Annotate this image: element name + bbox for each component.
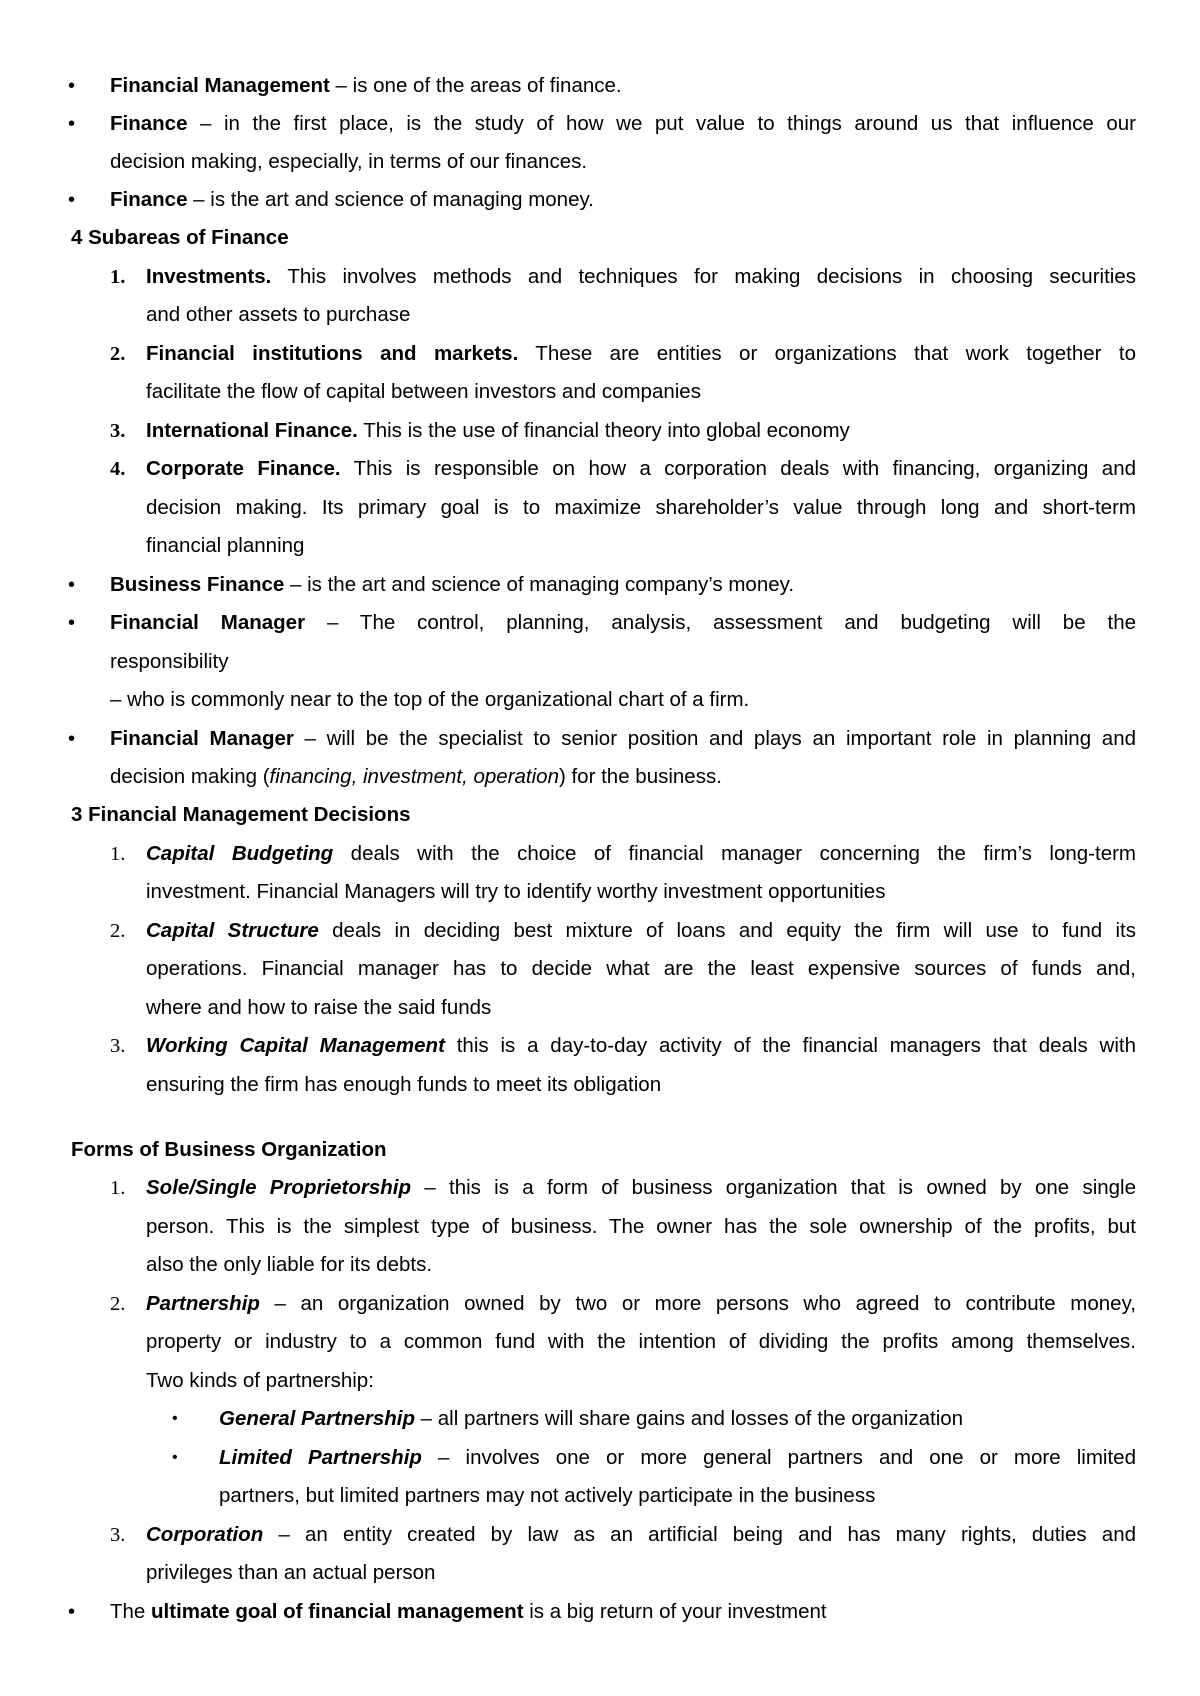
definition: this is a day-to-day activity of the financial managers that deals with [444,1034,1136,1057]
text-suffix: is a big return of your investment [523,1600,827,1623]
definition: – is one of the areas of finance. [329,74,622,97]
term: Capital Budgeting [146,842,334,865]
text-line [0,1067,1200,1103]
definition-continued: financial planning [146,534,305,557]
definition-continued: facilitate the flow of capital between investors and companies [146,380,701,403]
bullet-marker: • [68,113,76,135]
heading-text: 4 Subareas of Finance [71,226,289,249]
item-number: 3. [110,420,126,442]
term: Finance [110,188,188,211]
definition: – is the art and science of managing company’s money. [284,573,795,596]
text-line [0,1209,1200,1245]
term: Financial Management [110,74,330,97]
definition: – is the art and science of managing money. [187,188,594,211]
partnership-type-item [0,1440,1200,1476]
term: ultimate goal of financial management [151,1600,524,1623]
text-line [0,490,1200,526]
term: General Partnership [219,1407,415,1430]
term: Finance [110,112,188,135]
text-line [0,1324,1200,1360]
bullet-financial-manager-2 [0,721,1200,757]
bullet-business-finance [0,567,1200,603]
text-line [0,644,1200,680]
text-prefix: The [110,1600,152,1623]
heading-text: Forms of Business Organization [71,1138,387,1161]
bullet-marker: • [68,75,76,97]
partnership-type-item [0,1401,1200,1437]
definition-continued: property or industry to a common fund with the intention of dividing the profits among themselves. [146,1330,1136,1353]
item-number: 3. [110,1035,126,1057]
definition-continued: investment. Financial Managers will try to identify worthy investment opportunities [146,880,886,903]
definition-continued: decision making ( [110,765,270,788]
definition-continued: decision making. Its primary goal is to maximize shareholder’s value through long and short-term [146,496,1136,519]
text-line [0,374,1200,410]
item-number: 1. [110,1177,126,1199]
text-line [0,874,1200,910]
definition-continued: ensuring the firm has enough funds to meet its obligation [146,1073,662,1096]
term: Financial Manager [110,611,306,634]
definition: – an organization owned by two or more persons who agreed to contribute money, [259,1292,1136,1315]
subarea-item [0,259,1200,295]
bullet-financial-manager-1 [0,605,1200,641]
term: Business Finance [110,573,285,596]
term: Working Capital Management [146,1034,445,1057]
definition: – an entity created by law as an artificial being and has many rights, duties and [263,1523,1136,1546]
term: Investments. [146,265,272,288]
definition: deals with the choice of financial manager concerning the firm’s long-term [333,842,1136,865]
text-line [0,951,1200,987]
text-line [0,1363,1200,1399]
text-line [0,990,1200,1026]
text-line [0,1247,1200,1283]
bullet-marker: • [68,1601,76,1623]
definition-continued: decision making, especially, in terms of our finances. [110,150,588,173]
item-number: 4. [110,458,126,480]
term: Corporate Finance. [146,457,341,480]
text-line [0,682,1200,718]
bullet-marker: • [68,189,76,211]
text-line [0,1555,1200,1591]
definition-continued: responsibility [110,650,229,673]
term: Partnership [146,1292,260,1315]
definition-continued: and other assets to purchase [146,303,411,326]
term: Sole/Single Proprietorship [146,1176,412,1199]
subarea-item [0,451,1200,487]
definition: – involves one or more general partners and one or more limited [421,1446,1136,1469]
definition: – this is a form of business organization that is owned by one single [411,1176,1136,1199]
definition-continued: where and how to raise the said funds [146,996,492,1019]
form-item [0,1517,1200,1553]
term: International Finance. [146,419,358,442]
form-item [0,1286,1200,1322]
definition-continued: – who is commonly near to the top of the organizational chart of a firm. [110,688,750,711]
section-heading-decisions [0,797,1200,833]
decision-item [0,1028,1200,1064]
definition-continued: privileges than an actual person [146,1561,436,1584]
term: Capital Structure [146,919,319,942]
item-number: 1. [110,266,126,288]
heading-text: 3 Financial Management Decisions [71,803,411,826]
section-heading-forms [0,1132,1200,1168]
item-number: 2. [110,343,126,365]
definition: This is the use of financial theory into global economy [357,419,850,442]
text-line [0,528,1200,564]
bullet-marker: • [68,574,76,596]
bullet-finance-1 [0,106,1200,142]
bullet-financial-management [0,68,1200,104]
text-line [0,297,1200,333]
definition: – will be the specialist to senior position and plays an important role in planning and [293,727,1136,750]
definition: – all partners will share gains and losses of the organization [414,1407,964,1430]
form-item [0,1170,1200,1206]
section-heading-subareas [0,220,1200,256]
definition: These are entities or organizations that work together to [518,342,1136,365]
bullet-marker: • [172,1410,178,1427]
subarea-item [0,413,1200,449]
definition-continued: Two kinds of partnership: [146,1369,374,1392]
term: Financial institutions and markets. [146,342,519,365]
item-number: 1. [110,843,126,865]
bullet-marker: • [68,612,76,634]
decision-item [0,836,1200,872]
definition-continued: operations. Financial manager has to decide what are the least expensive sources of funds and, [146,957,1136,980]
bullet-marker: • [172,1449,178,1466]
definition: This involves methods and techniques for making decisions in choosing securities [271,265,1136,288]
item-number: 2. [110,920,126,942]
decision-item [0,913,1200,949]
definition: This is responsible on how a corporation deals with financing, organizing and [340,457,1136,480]
term: Corporation [146,1523,264,1546]
term: Financial Manager [110,727,294,750]
definition: deals in deciding best mixture of loans and equity the firm will use to fund its [318,919,1136,942]
definition-continued: person. This is the simplest type of business. The owner has the sole ownership of the profits, but [146,1215,1136,1238]
term: Limited Partnership [219,1446,422,1469]
bullet-ultimate-goal [0,1594,1200,1630]
bullet-marker: • [68,728,76,750]
definition-continued: ) for the business. [558,765,722,788]
text-line [0,759,1200,795]
text-line [0,1478,1200,1514]
definition: – The control, planning, analysis, assessment and budgeting will be the [305,611,1136,634]
italic-examples: financing, investment, operation [269,765,559,788]
subarea-item [0,336,1200,372]
bullet-finance-2 [0,182,1200,218]
definition-continued: also the only liable for its debts. [146,1253,433,1276]
text-line [0,144,1200,180]
definition-continued: partners, but limited partners may not actively participate in the business [219,1484,876,1507]
item-number: 3. [110,1524,126,1546]
item-number: 2. [110,1293,126,1315]
definition: – in the first place, is the study of how we put value to things around us that influence our [187,112,1136,135]
